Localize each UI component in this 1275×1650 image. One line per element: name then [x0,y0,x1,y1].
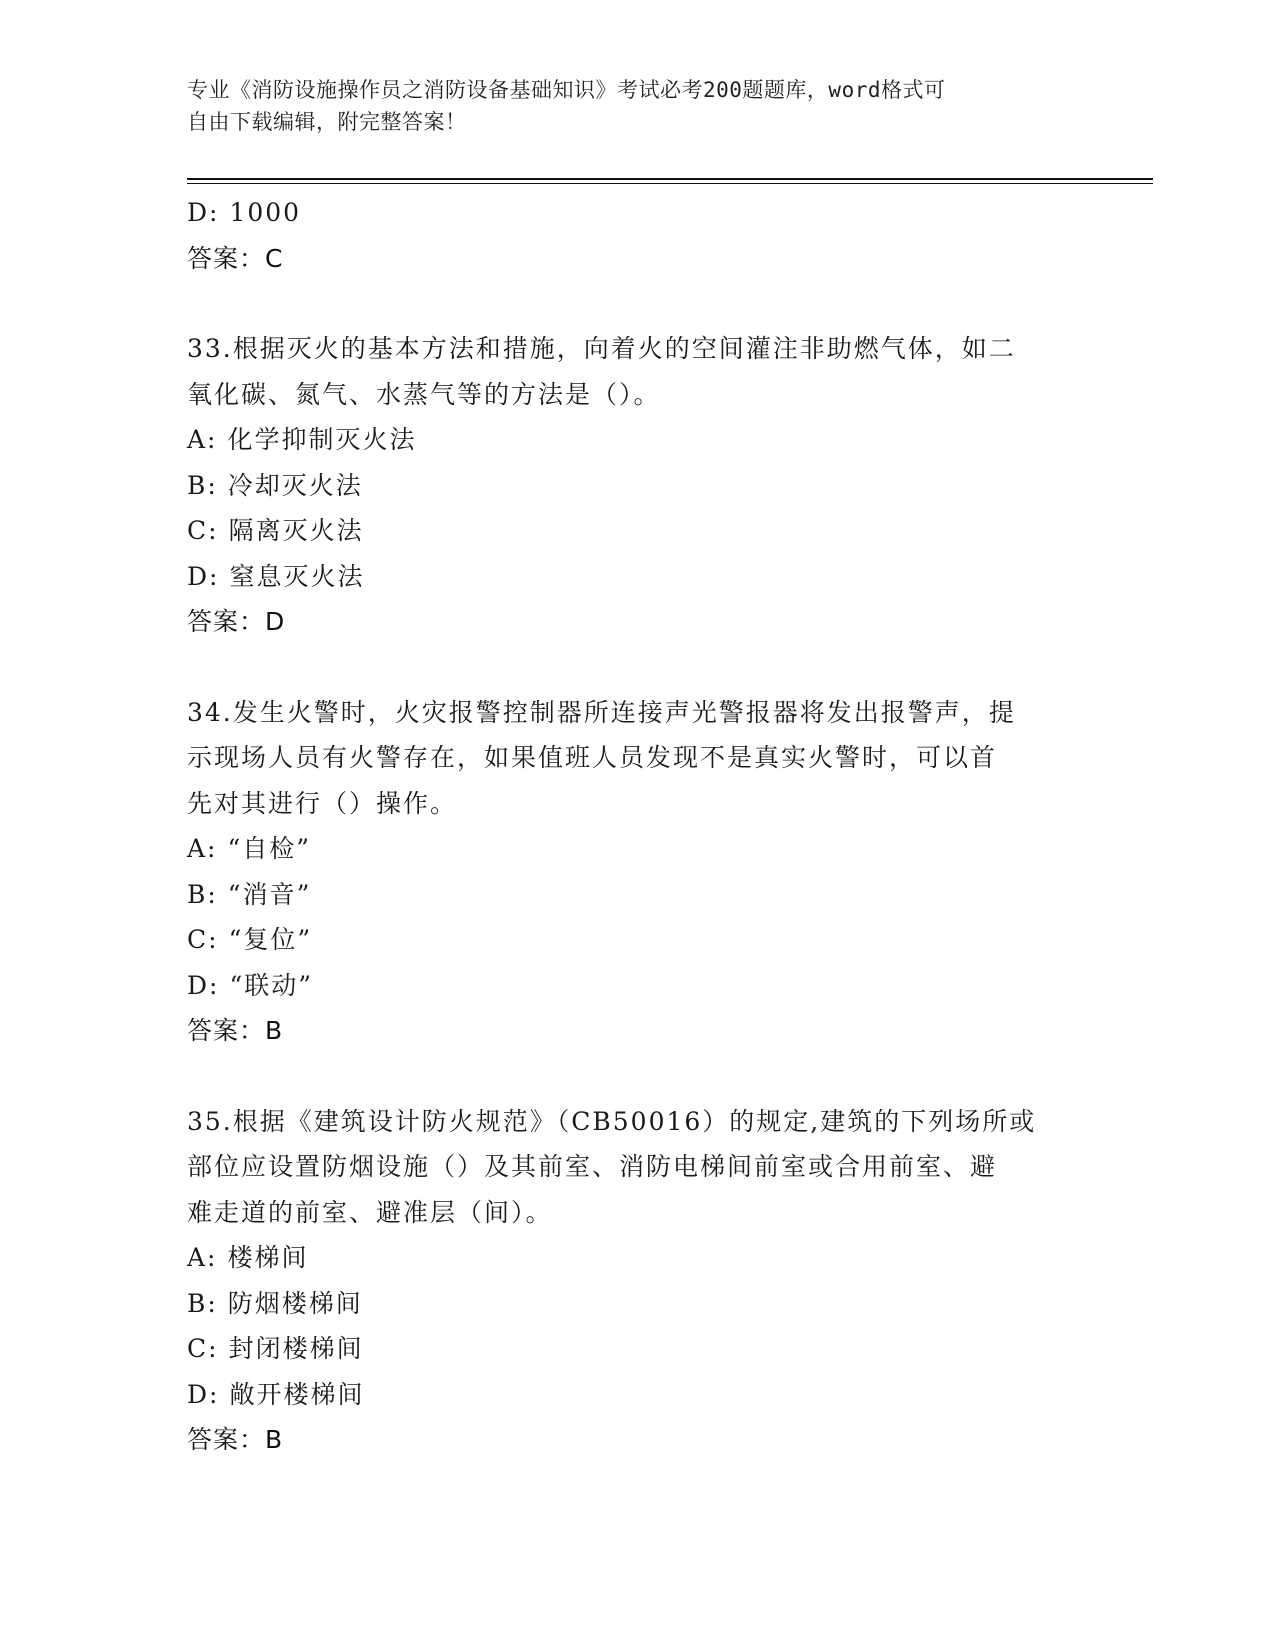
option-text: 1000 [229,198,302,227]
option-d [187,1372,1067,1418]
question-block-34 [187,690,1067,1054]
spacer [187,645,1067,690]
option-text: 窒息灭火法 [229,561,365,591]
option-c [187,917,1067,963]
option-text: 敞开楼梯间 [229,1379,365,1409]
option-b [187,463,1067,509]
question-stem-line: 氧化碳、氮气、水蒸气等的方法是（）。 [187,379,661,409]
answer-line: 答案：D [187,607,286,636]
spacer [187,281,1067,326]
option-a [187,826,1067,872]
option-key: B: [187,1288,218,1318]
option-key: C: [187,1334,219,1363]
option-a [187,1235,1067,1281]
question-stem-line: 35.根据《建筑设计防火规范》（CB50016）的规定,建筑的下列场所或 [187,1106,1037,1136]
option-key: D: [187,970,220,1000]
header-line-1: 专业《消防设施操作员之消防设备基础知识》考试必考200题题库，word格式可 [187,78,946,102]
option-key: A: [187,1243,218,1272]
answer-line: 答案：C [187,243,284,273]
answer-line: 答案：B [187,1016,284,1045]
question-content [187,190,1067,1463]
option-b [187,872,1067,918]
question-stem-line: 难走道的前室、避准层（间）。 [187,1197,553,1227]
option-a [187,417,1067,463]
header-divider-thin [187,183,1153,184]
option-key: D: [187,1379,220,1409]
option-key: D: [187,561,220,591]
question-stem-line: 示现场人员有火警存在，如果值班人员发现不是真实火警时，可以首 [187,743,998,772]
option-text: 冷却灭火法 [227,470,363,500]
option-text: “联动” [229,970,314,1000]
option-d [187,190,1067,236]
option-key: B: [187,470,218,500]
question-block-35 [187,1099,1067,1463]
option-key: A: [187,425,218,454]
option-c [187,1326,1067,1372]
option-text: 化学抑制灭火法 [227,425,417,454]
option-d [187,554,1067,600]
option-b [187,1281,1067,1327]
option-text: 封闭楼梯间 [228,1334,364,1363]
option-text: “复位” [228,925,313,954]
option-text: 隔离灭火法 [228,516,364,545]
answer-line: 答案：B [187,1425,284,1454]
spacer [187,1054,1067,1099]
option-text: “自检” [227,834,312,863]
question-stem-line: 33.根据灭火的基本方法和措施，向着火的空间灌注非助燃气体，如二 [187,334,1016,363]
option-key: A: [187,834,218,863]
question-stem-line: 34.发生火警时，火灾报警控制器所连接声光警报器将发出报警声，提 [187,697,1016,727]
option-key: C: [187,925,219,954]
header-line-2: 自由下载编辑，附完整答案！ [187,110,467,134]
option-key: B: [187,879,218,909]
option-text: 楼梯间 [227,1243,309,1272]
page-header [187,74,1067,138]
option-d [187,963,1067,1009]
question-block-33 [187,326,1067,645]
option-key: D: [187,198,220,227]
option-text: 防烟楼梯间 [227,1288,363,1318]
question-stem-line: 部位应设置防烟设施（）及其前室、消防电梯间前室或合用前室、避 [187,1152,998,1181]
header-divider-thick [187,178,1153,180]
question-stem-line: 先对其进行（）操作。 [187,788,458,818]
option-key: C: [187,516,219,545]
option-text: “消音” [227,879,312,909]
option-c [187,508,1067,554]
